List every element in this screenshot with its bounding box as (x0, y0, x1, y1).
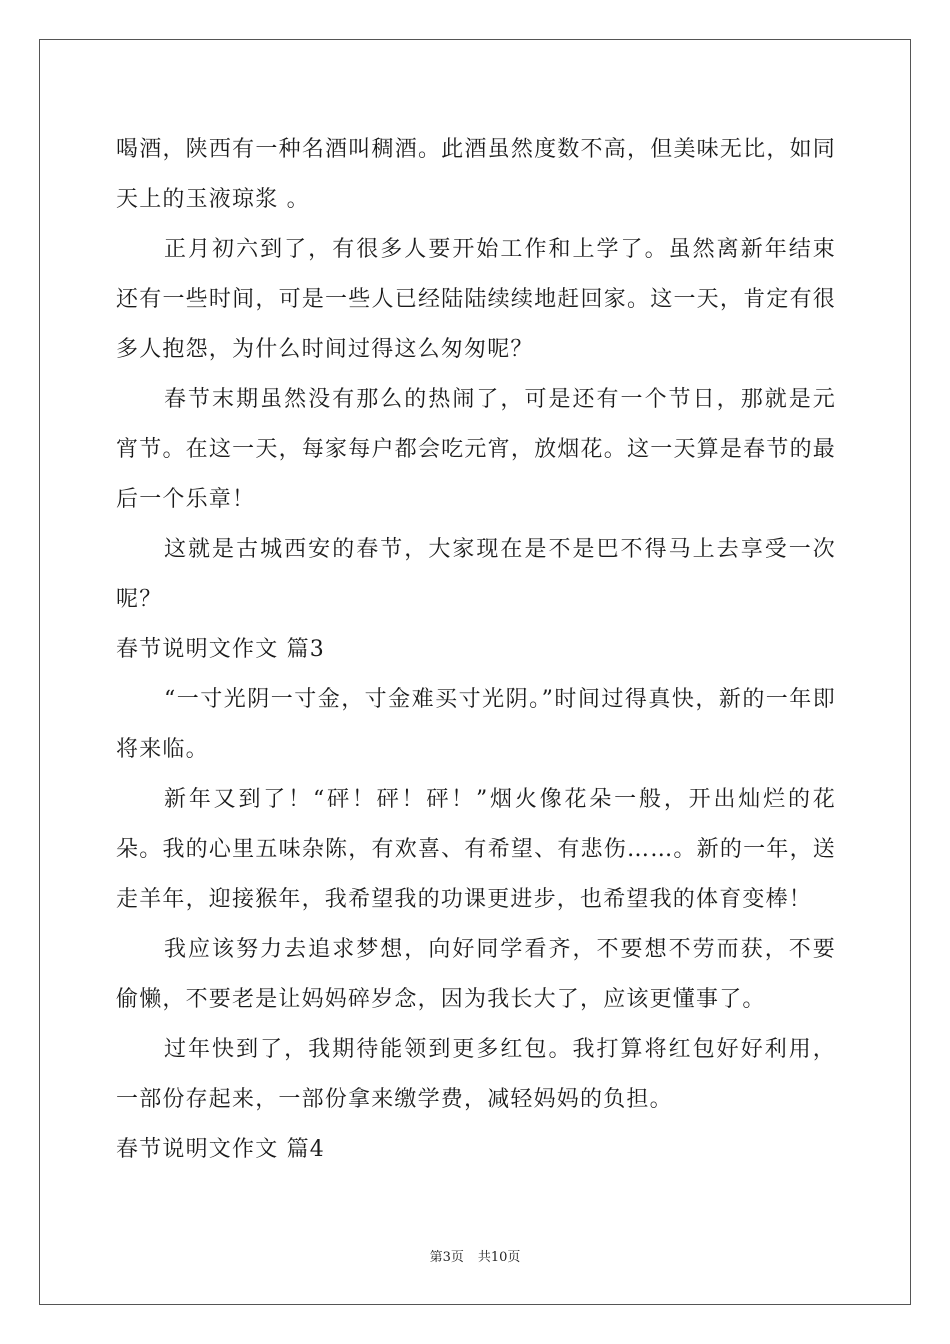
document-body (116, 125, 836, 1175)
paragraph: 正月初六到了，有很多人要开始工作和上学了。虽然离新年结束还有一些时间，可是一些人已经陆陆续续地赶回家。这一天，肯定有很多人抱怨，为什么时间过得这么匆匆呢？ (116, 237, 836, 362)
page-total: 共10页 (477, 1250, 521, 1265)
paragraph: 新年又到了！“砰！砰！砰！”烟火像花朵一般，开出灿烂的花朵。我的心里五味杂陈，有欢喜、有希望、有悲伤……。新的一年，送走羊年，迎接猴年，我希望我的功课更进步，也希望我的体育变棒！ (116, 787, 836, 912)
paragraph: 这就是古城西安的春节，大家现在是不是巴不得马上去享受一次呢？ (116, 537, 836, 612)
page-number: 第3页 (429, 1250, 464, 1265)
paragraph: 过年快到了，我期待能领到更多红包。我打算将红包好好利用，一部份存起来，一部份拿来缴学费，减轻妈妈的负担。 (116, 1037, 836, 1112)
paragraph: 春节末期虽然没有那么的热闹了，可是还有一个节日，那就是元宵节。在这一天，每家每户都会吃元宵，放烟花。这一天算是春节的最后一个乐章！ (116, 387, 836, 512)
section-heading: 春节说明文作文 篇4 (116, 1137, 325, 1162)
paragraph: 喝酒，陕西有一种名酒叫稠酒。此酒虽然度数不高，但美味无比，如同天上的玉液琼浆 。 (116, 137, 836, 212)
paragraph: 我应该努力去追求梦想，向好同学看齐，不要想不劳而获，不要偷懒，不要老是让妈妈碎岁念，因为我长大了，应该更懂事了。 (116, 937, 836, 1012)
section-heading: 春节说明文作文 篇3 (116, 637, 325, 662)
page-footer (0, 1246, 950, 1265)
paragraph: “一寸光阴一寸金，寸金难买寸光阴。”时间过得真快，新的一年即将来临。 (116, 687, 836, 762)
